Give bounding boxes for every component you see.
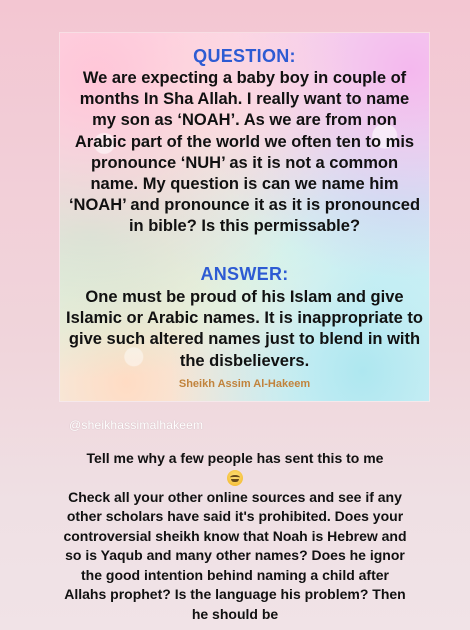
answer-text: One must be proud of his Islam and give Islamic or Arabic names. It is inappropriate to give such altered names just to blend in with the disbelievers. [66,288,423,370]
grimacing-face-icon [227,470,243,486]
question-answer-card [60,33,429,401]
question-text: We are expecting a baby boy in couple of months In Sha Allah. I really want to name my son as ‘NOAH’. As we are from non Arabic part of the world we often ten to mis pronounce ‘NUH’ as it is not a common name. My question is can we name him ‘NOAH’ and pronounce it as it is pronounced in bible? Is this permissable? [68,69,421,236]
account-handle[interactable]: @sheikhassimalhakeem [69,418,204,432]
caption-text: Check all your other online sources and see if any other scholars have said it's prohibited. Does your controversial sheikh know that Noah is Hebrew and so is Yaqub and many other names? Does he ignor the good intention behind naming a child after Allahs prophet? Is the language his problem? Then he should be [63,488,407,622]
signature: Sheikh Assim Al-Hakeem [178,378,311,390]
answer-heading: ANSWER: [200,264,289,284]
question-heading: QUESTION: [193,46,296,66]
story-caption [62,449,408,624]
caption-line1: Tell me why a few people has sent this to me [86,450,384,466]
